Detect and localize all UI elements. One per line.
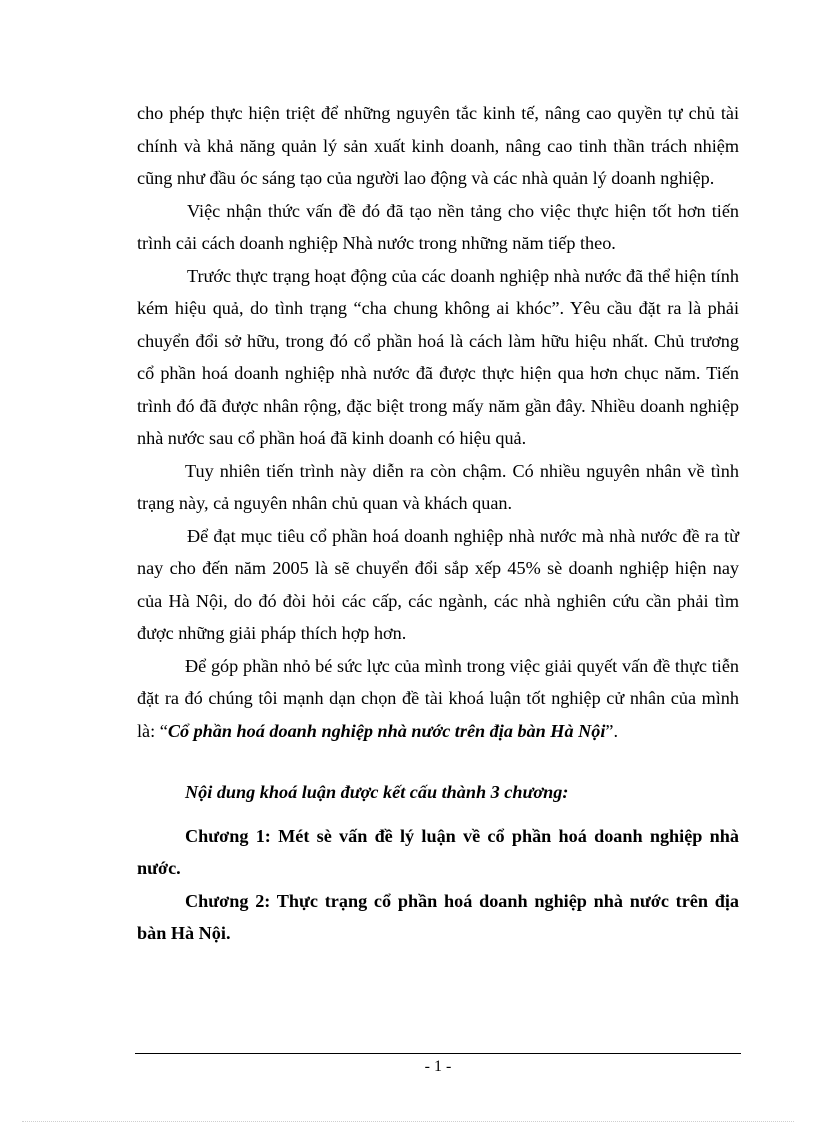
chapter-2: Chương 2: Thực trạng cổ phần hoá doanh nghiệp nhà nước trên địa bàn Hà Nội. xyxy=(137,890,739,943)
paragraph-slow-progress: Tuy nhiên tiến trình này diễn ra còn chậm. Có nhiều nguyên nhân về tình trạng này, cả nguyên nhân chủ quan và khách quan. xyxy=(137,460,739,513)
body-text xyxy=(137,97,739,950)
paragraph-continuation: cho phép thực hiện triệt để những nguyên tắc kinh tế, nâng cao quyền tự chủ tài chính và khả năng quản lý sản xuất kinh doanh, nâng cao tinh thần trách nhiệm cũng như đầu óc sáng tạo của người lao động và các nhà quản lý doanh nghiệp. xyxy=(137,103,739,188)
thesis-outro: ”. xyxy=(605,720,619,741)
page-number: - 1 - xyxy=(424,1058,452,1075)
paragraph-awareness: Việc nhận thức vấn đề đó đã tạo nền tảng cho việc thực hiện tốt hơn tiến trình cải cách doanh nghiệp Nhà nước trong những năm tiếp theo. xyxy=(137,200,739,253)
structure-heading: Nội dung khoá luận được kết cấu thành 3 chương: xyxy=(185,782,569,802)
footer-divider xyxy=(135,1053,741,1054)
paragraph-objective: Để đạt mục tiêu cổ phần hoá doanh nghiệp nhà nước mà nhà nước đề ra từ nay cho đến năm 2005 là sẽ chuyển đổi sắp xếp 45% sè doanh nghiệp hiện nay của Hà Nội, do đó đòi hỏi các cấp, các ngành, các nhà nghiên cứu cần phải tìm được những giải pháp thích hợp hơn. xyxy=(137,525,739,643)
page-bottom-border xyxy=(22,1121,794,1122)
paragraph-situation: Trước thực trạng hoạt động của các doanh nghiệp nhà nước đã thể hiện tính kém hiệu quả, do tình trạng “cha chung không ai khóc”. Yêu cầu đặt ra là phải chuyển đổi sở hữu, trong đó cổ phần hoá là cách làm hữu hiệu nhất. Chủ trương cổ phần hoá doanh nghiệp nhà nước đã được thực hiện qua hơn chục năm. Tiến trình đó đã được nhân rộng, đặc biệt trong mấy năm gần đây. Nhiều doanh nghiệp nhà nước sau cổ phần hoá đã kinh doanh có hiệu quả. xyxy=(137,265,739,448)
chapter-1: Chương 1: Mét sè vấn đề lý luận về cổ phần hoá doanh nghiệp nhà nước. xyxy=(137,825,739,878)
thesis-intro: Để góp phần nhỏ bé sức lực của mình trong việc giải quyết vấn đề thực tiễn đặt ra đó chúng tôi mạnh dạn chọn đề tài khoá luận tốt nghiệp cử nhân của mình là: “ xyxy=(137,655,739,741)
paragraph-thesis-choice xyxy=(137,650,739,748)
thesis-title: Cổ phần hoá doanh nghiệp nhà nước trên địa bàn Hà Nội xyxy=(167,720,606,741)
